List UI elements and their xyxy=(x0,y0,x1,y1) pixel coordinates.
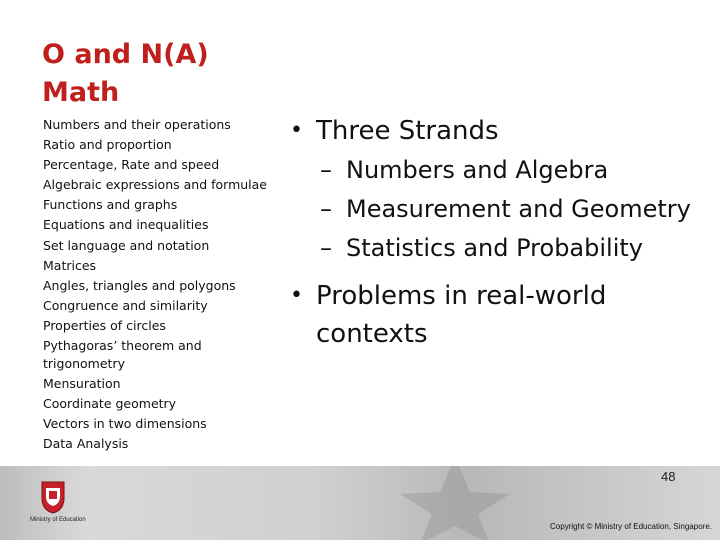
topic-item: Equations and inequalities xyxy=(43,217,209,233)
strand-text: Statistics and Probability xyxy=(346,234,643,262)
topic-item: Pythagoras’ theorem and trigonometry xyxy=(43,338,202,371)
dash-icon: – xyxy=(320,156,332,184)
title-line-1: O and N(A) xyxy=(42,39,209,70)
bullet-real-world xyxy=(288,277,708,353)
bullet-text: Three Strands xyxy=(316,116,499,146)
topic-item: Congruence and similarity xyxy=(43,297,208,313)
strand-item xyxy=(288,154,708,187)
bullet-text: Problems in real-world contexts xyxy=(316,281,607,349)
topic-item: Data Analysis xyxy=(43,435,129,451)
strand-item xyxy=(288,232,708,265)
ministry-label: Ministry of Education xyxy=(30,517,86,523)
bullet-icon: • xyxy=(290,283,303,308)
footer-band xyxy=(0,466,720,540)
slide-title xyxy=(42,36,282,112)
page-number: 48 xyxy=(661,469,676,484)
strand-text: Numbers and Algebra xyxy=(346,156,609,184)
strand-list xyxy=(288,154,708,265)
dash-icon: – xyxy=(320,234,332,262)
topic-item: Properties of circles xyxy=(43,317,166,333)
title-line-2: Math xyxy=(42,77,120,108)
topic-item: Vectors in two dimensions xyxy=(43,415,207,431)
topic-item: Numbers and their operations xyxy=(43,117,231,132)
topic-item: Percentage, Rate and speed xyxy=(43,157,220,173)
copyright-notice: Copyright © Ministry of Education, Singapore. xyxy=(550,522,712,531)
bullet-icon: • xyxy=(290,118,303,143)
bullet-three-strands xyxy=(288,112,708,150)
strand-item xyxy=(288,193,708,226)
dash-icon: – xyxy=(320,195,332,223)
topic-item: Algebraic expressions and formulae xyxy=(43,177,267,193)
main-content xyxy=(288,112,708,353)
topic-item: Functions and graphs xyxy=(43,197,178,213)
moe-crest-icon xyxy=(40,480,66,514)
topic-item: Ratio and proportion xyxy=(43,137,172,153)
topic-item: Set language and notation xyxy=(43,237,210,253)
star-watermark-icon xyxy=(380,466,530,540)
strand-text: Measurement and Geometry xyxy=(346,195,691,223)
topic-item: Coordinate geometry xyxy=(43,395,177,411)
topic-item: Angles, triangles and polygons xyxy=(43,277,236,293)
topic-list xyxy=(43,116,283,455)
topic-item: Matrices xyxy=(43,257,97,273)
topic-item: Mensuration xyxy=(43,375,121,391)
